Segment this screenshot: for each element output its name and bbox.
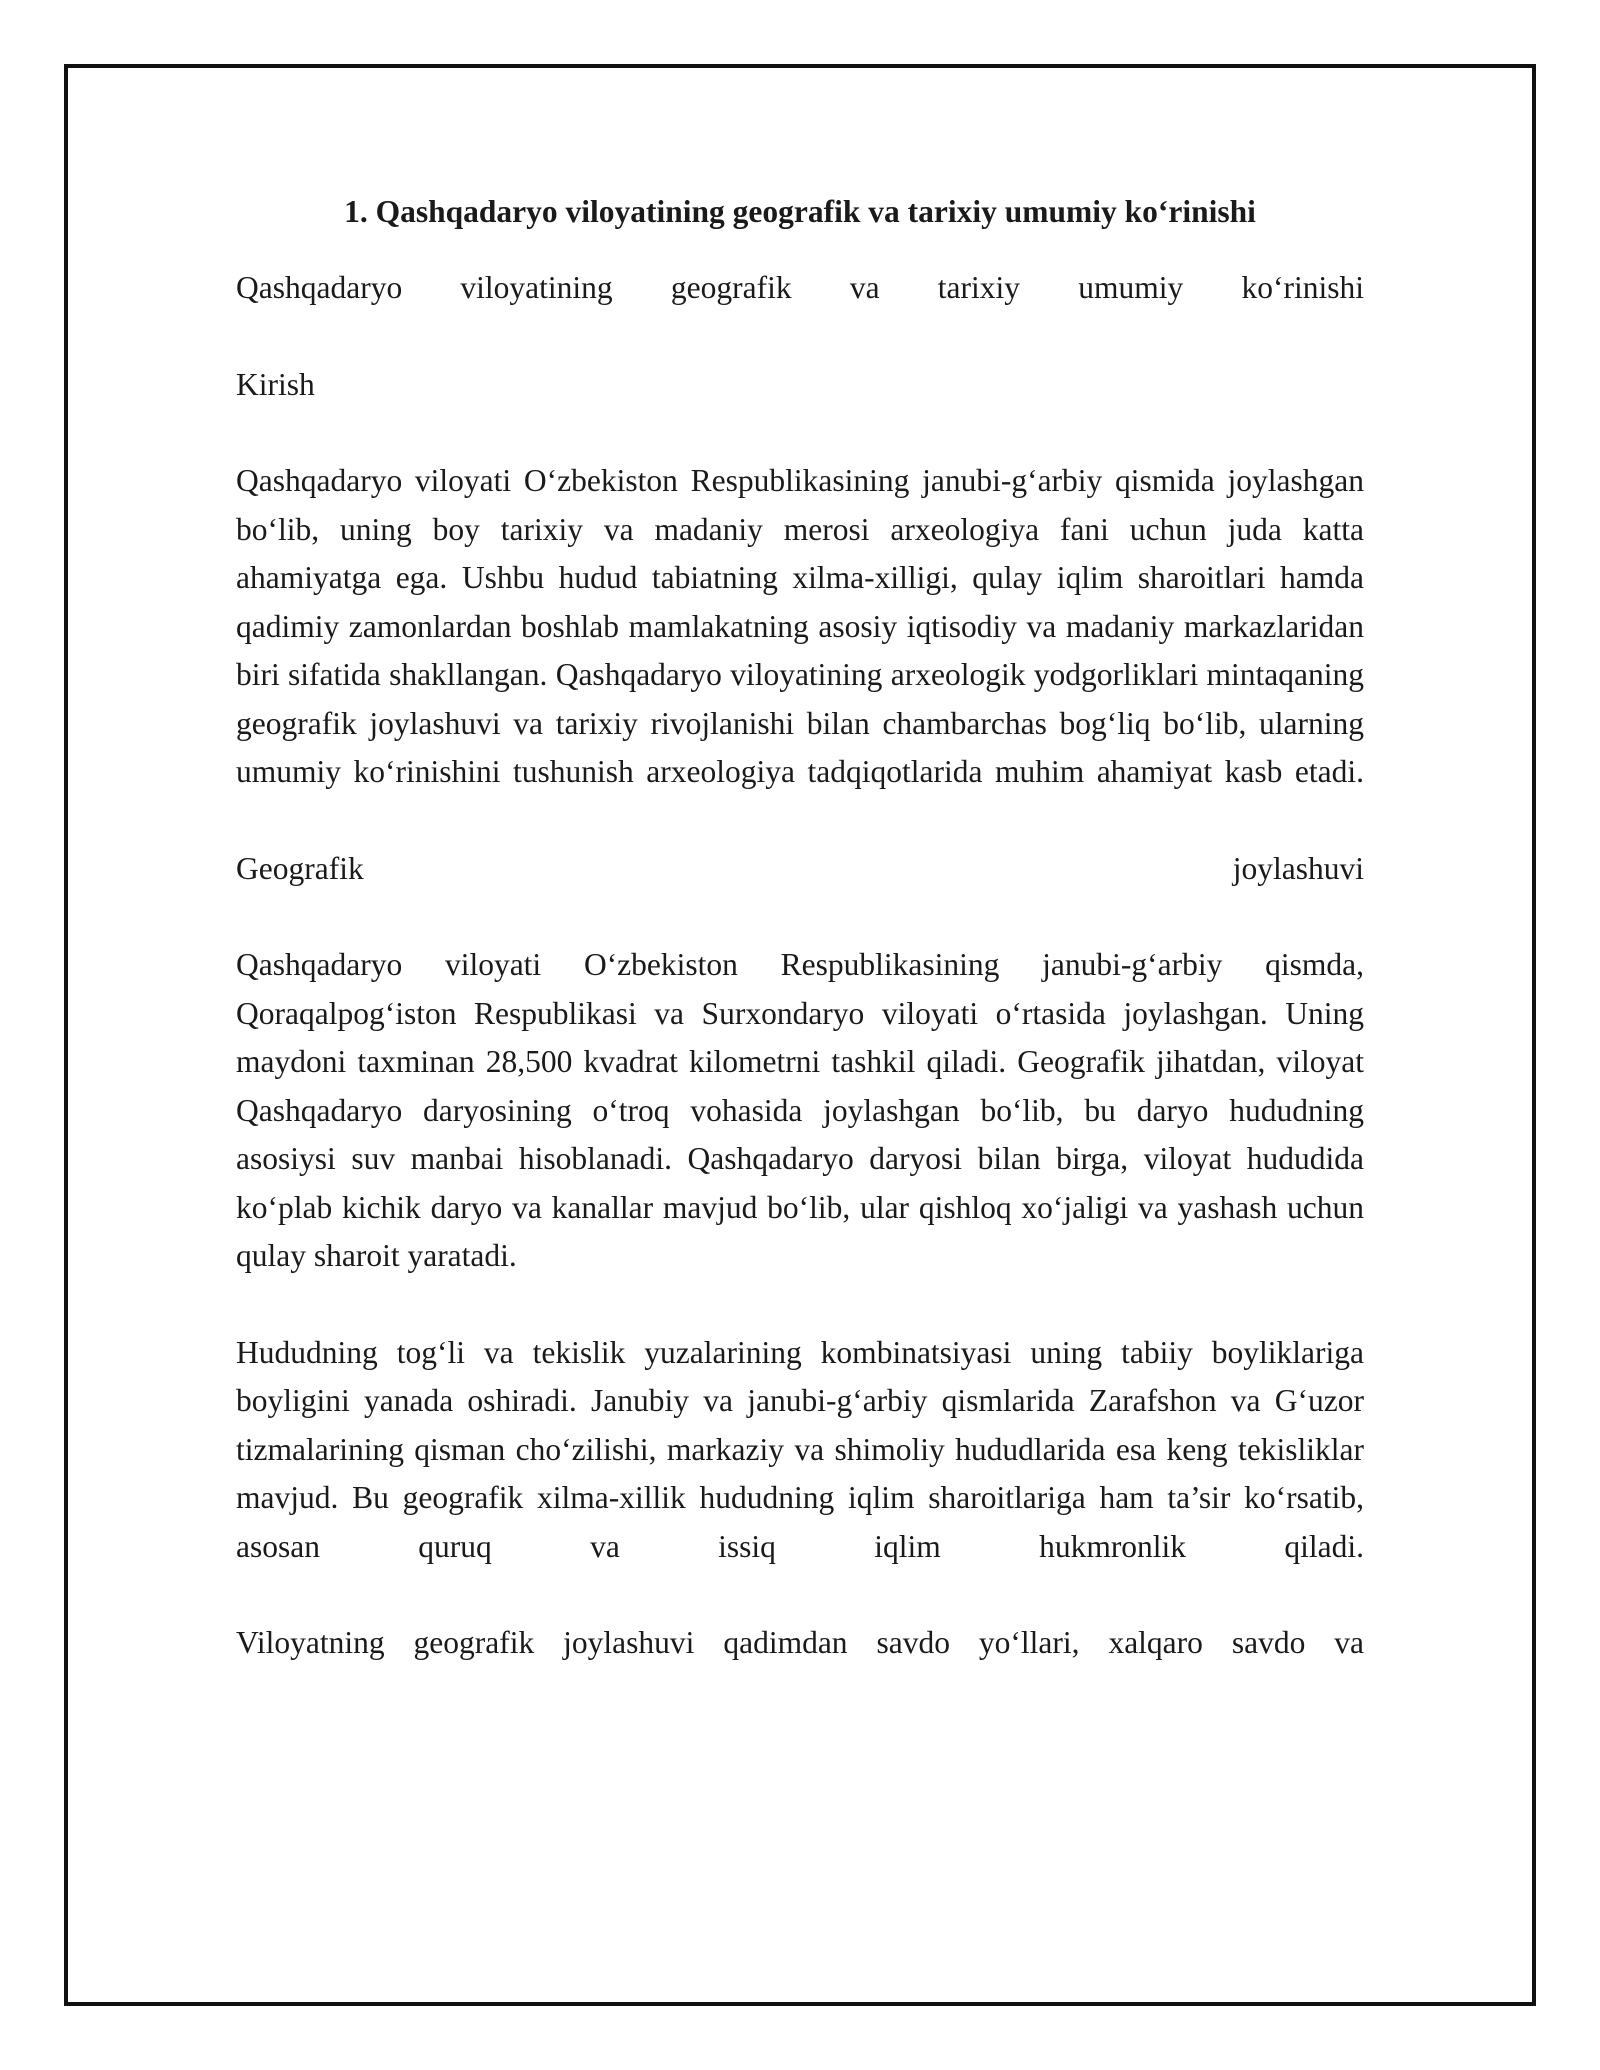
- document-body: [236, 190, 1364, 1716]
- paragraph-subtitle: Qashqadaryo viloyatining geografik va tarixiy umumiy ko‘rinishi: [236, 270, 1364, 305]
- heading-geografik-joylashuvi: Geografik joylashuvi: [236, 850, 1364, 886]
- document-title: 1. Qashqadaryo viloyatining geografik va tarixiy umumiy ko‘rinishi: [344, 194, 1256, 229]
- heading-kirish: Kirish: [236, 366, 315, 402]
- paragraph-introduction: Qashqadaryo viloyati O‘zbekiston Respublikasining janubi-g‘arbiy qismida joylashgan bo‘lib, uning boy tarixiy va madaniy merosi arxeologiya fani uchun juda katta ahamiyatga ega. Ushbu hudud tabiatning xilma-xilligi, qulay iqlim sharoitlari hamda qadimiy zamonlardan boshlab mamlakatning asosiy iqtisodiy va madaniy markazlaridan biri sifatida shakllangan. Qashqadaryo viloyatining arxeologik yodgorliklari mintaqaning geografik joylashuvi va tarixiy rivojlanishi bilan chambarchas bog‘liq bo‘lib, ularning umumiy ko‘rinishini tushunish arxeologiya tadqiqotlarida muhim ahamiyat kasb etadi.: [236, 463, 1364, 789]
- paragraph-trade-routes: Viloyatning geografik joylashuvi qadimdan savdo yo‘llari, xalqaro savdo va: [236, 1625, 1364, 1660]
- paragraph-terrain: Hududning tog‘li va tekislik yuzalarining kombinatsiyasi uning tabiiy boyliklariga boyligini yanada oshiradi. Janubiy va janubi-g‘arbiy qismlarida Zarafshon va G‘uzor tizmalarining qisman cho‘zilishi, markaziy va shimoliy hududlarida esa keng tekisliklar mavjud. Bu geografik xilma-xillik hududning iqlim sharoitlariga ham ta’sir ko‘rsatib, asosan quruq va issiq iqlim hukmronlik qiladi.: [236, 1334, 1364, 1564]
- paragraph-location: Qashqadaryo viloyati O‘zbekiston Respublikasining janubi-g‘arbiy qismda, Qoraqalpog‘iston Respublikasi va Surxondaryo viloyati o‘rtasida joylashgan. Uning maydoni taxminan 28,500 kvadrat kilometrni tashkil qiladi. Geografik jihatdan, viloyat Qashqadaryo daryosining o‘troq vohasida joylashgan bo‘lib, bu daryo hududning asosiysi suv manbai hisoblanadi. Qashqadaryo daryosi bilan birga, viloyat hududida ko‘plab kichik daryo va kanallar mavjud bo‘lib, ular qishloq xo‘jaligi va yashash uchun qulay sharoit yaratadi.: [236, 947, 1364, 1273]
